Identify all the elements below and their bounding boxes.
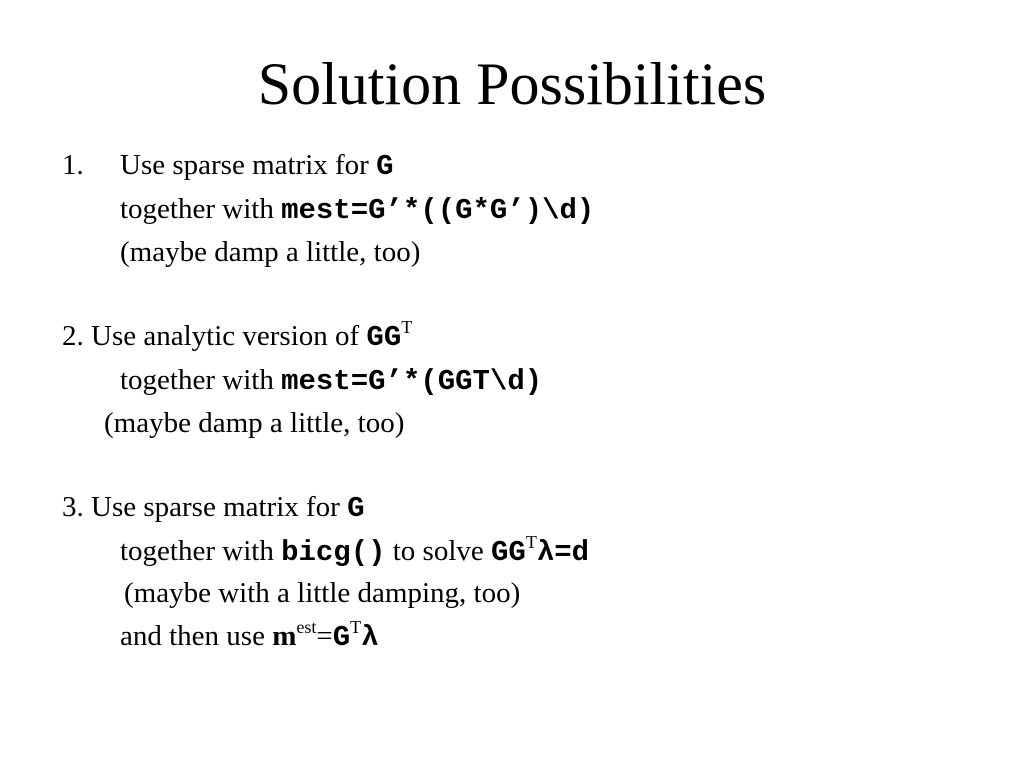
item-1-together — [120, 192, 594, 228]
item-3-heading-symbol: G — [347, 492, 365, 525]
item-3-solve-sup: T — [525, 532, 537, 552]
item-1-note: (maybe damp a little, too) — [120, 236, 421, 268]
item-3-together — [120, 534, 589, 570]
item-3-final-lambda: λ — [361, 621, 379, 654]
item-1-heading-symbol: G — [376, 150, 394, 183]
item-2-heading — [62, 319, 412, 355]
item-1-code: mest=G’*((G*G’)\d) — [281, 194, 595, 227]
item-2-number: 2. — [62, 320, 84, 352]
item-3-final-g-sup: T — [350, 617, 362, 637]
item-2-together-text: together with — [120, 364, 282, 396]
item-2-together — [120, 363, 542, 399]
item-3-code: bicg() — [281, 536, 386, 569]
item-3-final-m: m — [272, 620, 297, 652]
item-3-number: 3. — [62, 491, 84, 523]
item-3-final-g: G — [332, 621, 351, 654]
item-2-heading-sup: T — [401, 317, 413, 337]
item-3-heading — [62, 490, 365, 526]
item-3-solve-text: to solve — [385, 535, 492, 567]
item-2-code: mest=G’*(GGT\d) — [281, 365, 543, 398]
item-1-heading — [62, 148, 394, 184]
item-1-together-text: together with — [120, 193, 282, 225]
item-3-together-text: together with — [120, 535, 282, 567]
item-3-final — [120, 619, 379, 655]
item-3-solve-symbol-a: GG — [491, 536, 526, 569]
item-3-final-text: and then use — [120, 620, 273, 652]
item-2-note: (maybe damp a little, too) — [104, 407, 405, 439]
item-3-final-eq: = — [316, 620, 333, 652]
item-1-number: 1. — [62, 149, 84, 181]
item-2-heading-text: Use analytic version of — [83, 320, 367, 352]
item-3-heading-text: Use sparse matrix for — [83, 491, 348, 523]
item-3-solve-symbol-b: λ=d — [536, 536, 590, 569]
item-2-heading-symbol: GG — [366, 321, 402, 354]
item-3-final-m-sup: est — [296, 617, 317, 637]
slide-title: Solution Possibilities — [257, 51, 767, 117]
item-3-note: (maybe with a little damping, too) — [124, 577, 521, 609]
item-1-heading-text: Use sparse matrix for — [120, 149, 377, 181]
